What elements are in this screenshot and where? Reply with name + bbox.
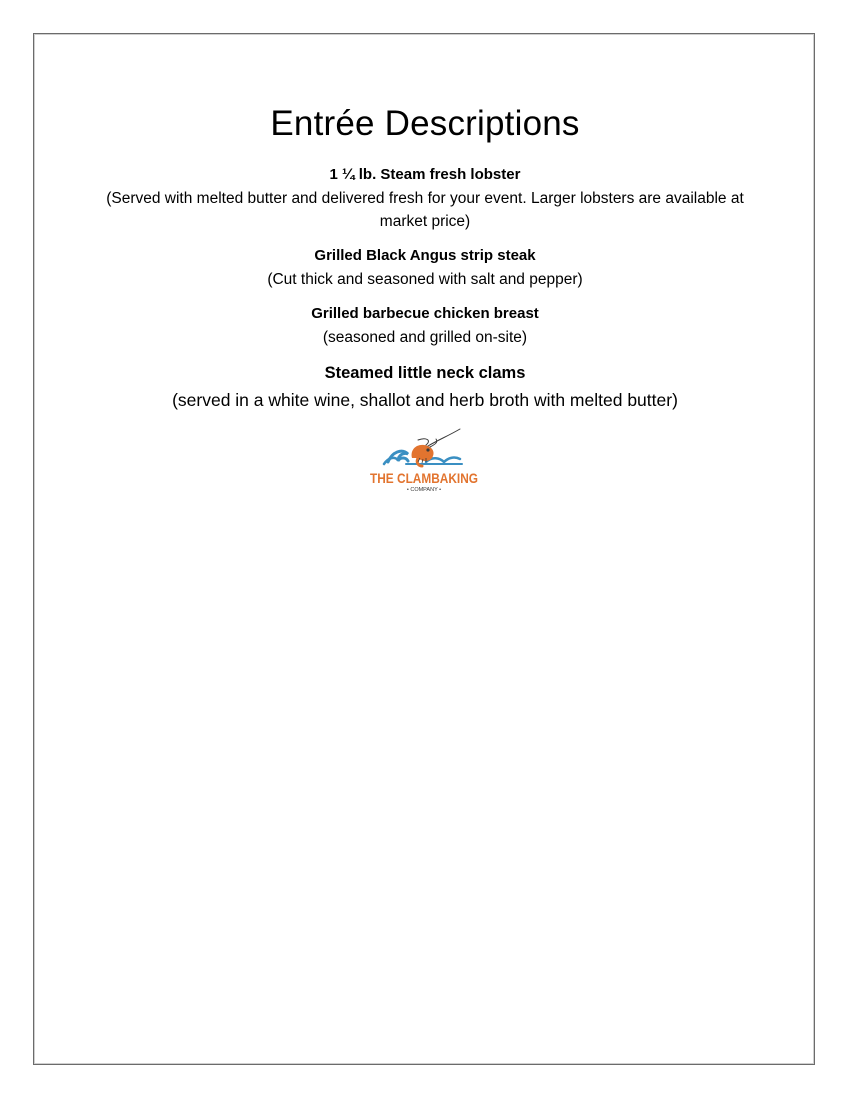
entree-item-clams [100,361,750,414]
entree-name: Steamed little neck clams [324,364,526,382]
entree-item-lobster [100,163,750,233]
page-title: Entrée Descriptions [270,104,580,143]
entree-description: (served in a white wine, shallot and herb broth with melted butter) [172,390,678,410]
entree-description: (seasoned and grilled on-site) [322,329,528,346]
entree-description: (Cut thick and seasoned with salt and pepper) [267,271,583,288]
logo-wordmark: THE CLAMBAKING [370,470,479,486]
shrimp-wave-logo-icon [366,428,482,496]
entree-item-chicken [100,302,750,349]
logo-subtext: • COMPANY • [406,487,442,493]
entree-name: Grilled Black Angus strip steak [314,247,536,264]
entree-name: 1 ¼ lb. Steam fresh lobster [329,166,521,183]
entree-name: Grilled barbecue chicken breast [311,305,539,322]
entree-item-steak [100,244,750,291]
document-content [100,100,750,414]
entree-description: (Served with melted butter and delivered fresh for your event. Larger lobsters are available at market price) [106,190,744,230]
company-logo [366,428,482,496]
